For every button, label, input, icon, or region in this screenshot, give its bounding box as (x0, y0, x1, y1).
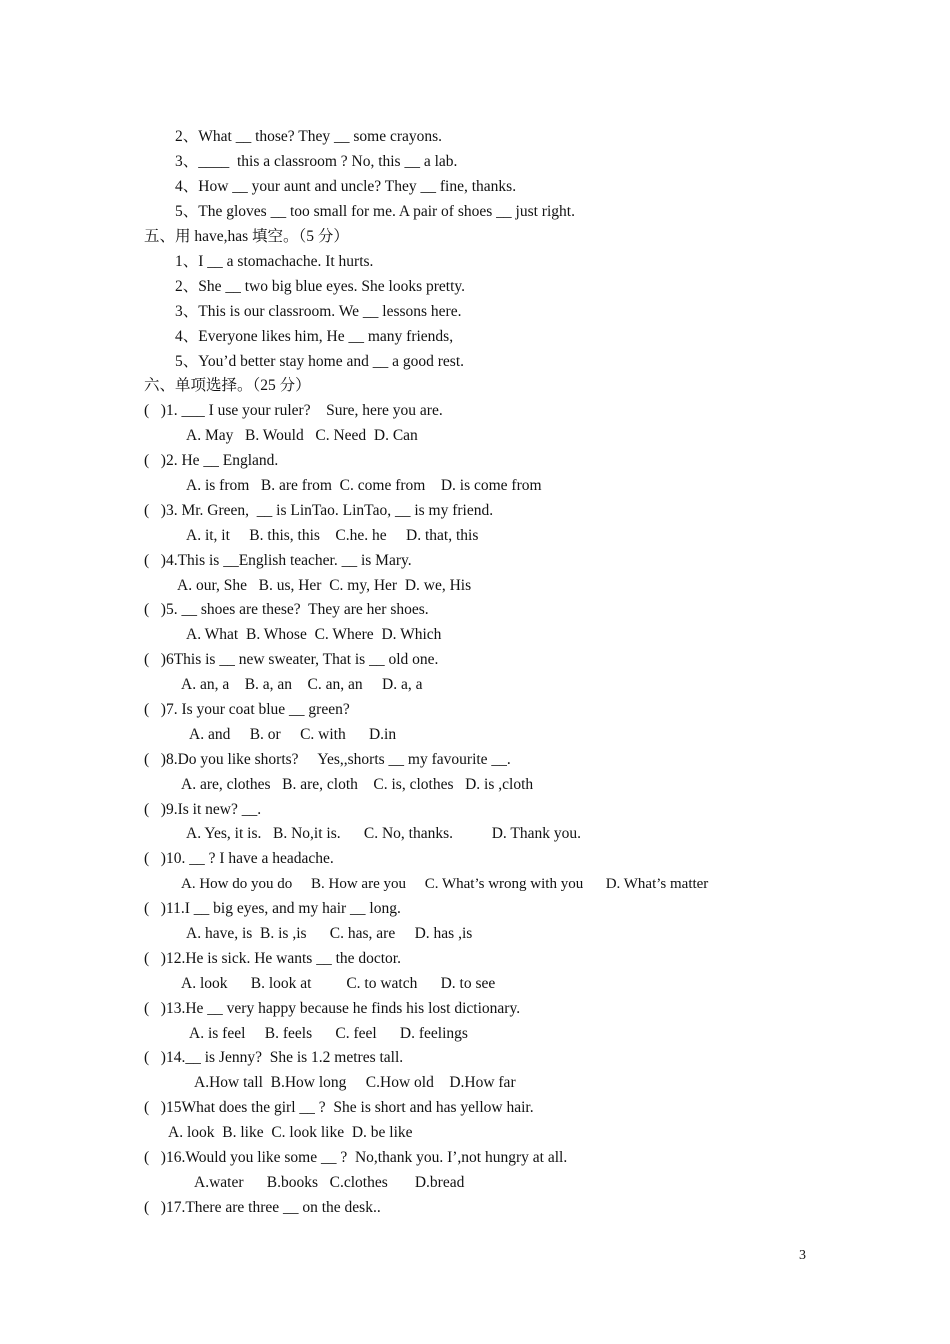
options-line: A. our, She B. us, Her C. my, Her D. we, His (177, 577, 472, 594)
question-line: ( )8.Do you like shorts? Yes,,shorts __ my favourite __. (144, 751, 511, 768)
options-line: A.How tall B.How long C.How old D.How far (194, 1074, 516, 1091)
text-line: 4、How __ your aunt and uncle? They __ fine, thanks. (175, 178, 517, 195)
question-line: ( )14.__ is Jenny? She is 1.2 metres tall. (144, 1049, 404, 1066)
question-line: ( )6This is __ new sweater, That is __ old one. (144, 651, 439, 668)
options-line: A. have, is B. is ,is C. has, are D. has ,is (186, 925, 473, 942)
text-line: 1、I __ a stomachache. It hurts. (175, 253, 374, 270)
question-line: ( )13.He __ very happy because he finds his lost dictionary. (144, 1000, 521, 1017)
text-line: 2、She __ two big blue eyes. She looks pretty. (175, 278, 466, 295)
question-line: ( )10. __ ? I have a headache. (144, 850, 334, 867)
options-line: A. an, a B. a, an C. an, an D. a, a (181, 676, 423, 693)
question-line: ( )7. Is your coat blue __ green? (144, 701, 350, 718)
options-line: A. look B. like C. look like D. be like (168, 1124, 413, 1141)
section-heading: 五、用 have,has 填空。（5 分） (144, 228, 349, 245)
text-line: 5、You’d better stay home and __ a good rest. (175, 353, 465, 370)
question-line: ( )12.He is sick. He wants __ the doctor. (144, 950, 401, 967)
question-line: ( )5. __ shoes are these? They are her shoes. (144, 601, 429, 618)
options-line: A. How do you do B. How are you C. What’s wrong with you D. What’s matter (181, 876, 709, 892)
question-line: ( )9.Is it new? __. (144, 801, 262, 818)
question-line: ( )17.There are three __ on the desk.. (144, 1199, 381, 1216)
options-line: A. What B. Whose C. Where D. Which (186, 626, 442, 643)
text-line: 3、____ this a classroom ? No, this __ a lab. (175, 153, 458, 170)
options-line: A.water B.books C.clothes D.bread (194, 1174, 465, 1191)
options-line: A. Yes, it is. B. No,it is. C. No, thanks. D. Thank you. (186, 825, 581, 842)
page-number: 3 (799, 1248, 806, 1263)
text-line: 4、Everyone likes him, He __ many friends, (175, 328, 454, 345)
options-line: A. and B. or C. with D.in (189, 726, 397, 743)
question-line: ( )1. ___ I use your ruler? Sure, here you are. (144, 402, 443, 419)
options-line: A. is feel B. feels C. feel D. feelings (189, 1025, 468, 1042)
options-line: A. May B. Would C. Need D. Can (186, 427, 418, 444)
question-line: ( )15What does the girl __ ? She is short and has yellow hair. (144, 1099, 534, 1116)
question-line: ( )16.Would you like some __ ? No,thank you. I’,not hungry at all. (144, 1149, 568, 1166)
options-line: A. it, it B. this, this C.he. he D. that, this (186, 527, 479, 544)
question-line: ( )11.I __ big eyes, and my hair __ long. (144, 900, 401, 917)
options-line: A. is from B. are from C. come from D. is come from (186, 477, 542, 494)
text-line: 3、This is our classroom. We __ lessons here. (175, 303, 462, 320)
options-line: A. look B. look at C. to watch D. to see (181, 975, 496, 992)
options-line: A. are, clothes B. are, cloth C. is, clothes D. is ,cloth (181, 776, 534, 793)
text-line: 5、The gloves __ too small for me. A pair of shoes __ just right. (175, 203, 575, 220)
section-heading: 六、单项选择。（25 分） (144, 377, 311, 394)
question-line: ( )4.This is __English teacher. __ is Mary. (144, 552, 412, 569)
question-line: ( )2. He __ England. (144, 452, 279, 469)
text-line: 2、What __ those? They __ some crayons. (175, 128, 443, 145)
question-line: ( )3. Mr. Green, __ is LinTao. LinTao, __ is my friend. (144, 502, 494, 519)
